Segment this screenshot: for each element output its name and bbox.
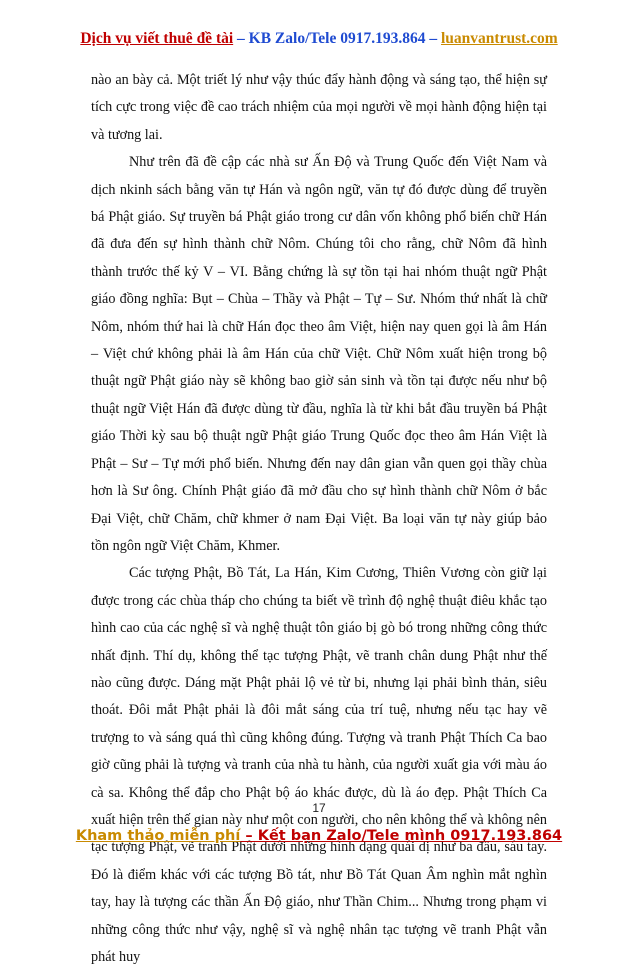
page-footer: [0, 828, 638, 844]
footer-free-reference-link[interactable]: Kham thảo miễn phí: [75, 828, 241, 844]
page-header: [0, 30, 638, 48]
paragraph-continued: nào an bày cả. Một triết lý như vậy thúc đẩy hành động và sáng tạo, thể hiện sự tích cực trong việc đề cao trách nhiệm của mọi người về mọi hành động hiện tại và tương lai.: [91, 72, 547, 143]
paragraph: Như trên đã đề cập các nhà sư Ấn Độ và Trung Quốc đến Việt Nam và dịch nkinh sách bằng văn tự Hán và ngôn ngữ, văn tự đó được dùng để truyền bá Phật giáo. Sự truyền bá Phật giáo trong cư dân vốn không phổ biến chữ Hán đã đưa đến sự hình thành chữ Nôm. Chúng tôi cho rằng, chữ Nôm đã hình thành trước thế kỷ V – VI. Bằng chứng là sự tồn tại hai nhóm thuật ngữ Phật giáo đồng nghĩa: Bụt – Chùa – Thầy và Phật – Tự – Sư. Nhóm thứ nhất là chữ Nôm, nhóm thứ hai là chữ Hán đọc theo âm Việt, hiện nay quen gọi là âm Hán – Việt chứ không phải là âm Hán của chữ Việt. Chữ Nôm xuất hiện trong bộ thuật ngữ Phật giáo này sẽ không bao giờ sản sinh và tồn tại được nếu như bộ thuật ngữ Việt Hán đã được dùng từ đầu, nghĩa là từ khi bắt đầu truyền bá Phật giáo Thời kỳ sau bộ thuật ngữ Phật giáo Trung Quốc đọc theo âm Hán Việt là Phật – Sư – Tự mới phổ biến. Nhưng đến nay dân gian vẫn quen gọi thầy chùa hơn là Sư ông. Chính Phật giáo đã mở đầu cho sự hình thành chữ Nôm ở bắc Đại Việt, chữ Chăm, chữ khmer ở nam Đại Việt. Ba loại văn tự này giúp bảo tồn ngôn ngữ Việt Chăm, Khmer.: [91, 154, 547, 554]
paragraph: Các tượng Phật, Bồ Tát, La Hán, Kim Cương, Thiên Vương còn giữ lại được trong các chùa tháp cho chúng ta biết về trình độ nghệ thuật điêu khắc tạo hình cao của các nghệ sĩ và nghệ thuật tôn giáo bị gò bó trong những công thức nhất định. Thí dụ, không thể tạc tượng Phật, vẽ tranh chân dung Phật như thế nào cũng được. Dáng mặt Phật phải lộ vẻ từ bi, nhưng lại phải bình thản, siêu thoát. Đôi mắt Phật phải là đôi mắt sáng của trí tuệ, nhưng nếu tạc hay vẽ trượng to và sáng quá thì cũng không đúng. Tượng và tranh Phật Thích Ca bao giờ cũng phải là tượng và tranh của nhà tu hành, của người xuất gia với màu áo cà sa. Không thể đắp cho Phật bộ áo khác được, dù là áo đẹp. Phật Thích Ca xuất hiện trên thế gian này như một con người, cho nên không thể và không nên tạc tượng Phật, vẽ tranh Phật dưới những hình dạng quái dị như ba đầu, sáu tay. Đó là điểm khác với các tượng Bồ tát, như Bồ Tát Quan Âm nghìn mắt nghìn tay, hay là tượng các thần Ấn Độ giáo, như Thần Chim... Nhưng trong phạm vi những công thức như vậy, nghệ sĩ và nghệ nhân tạc tượng vẽ tranh Phật vẫn phát huy: [91, 565, 547, 965]
header-website-link[interactable]: luanvantrust.com: [440, 30, 558, 47]
footer-contact-link[interactable]: – Kết bạn Zalo/Tele mình 0917.193.864: [240, 828, 563, 844]
header-service-link[interactable]: Dịch vụ viết thuê đề tài: [80, 30, 234, 47]
page-number: 17: [312, 801, 326, 815]
header-contact-text: – KB Zalo/Tele 0917.193.864 –: [233, 30, 441, 47]
